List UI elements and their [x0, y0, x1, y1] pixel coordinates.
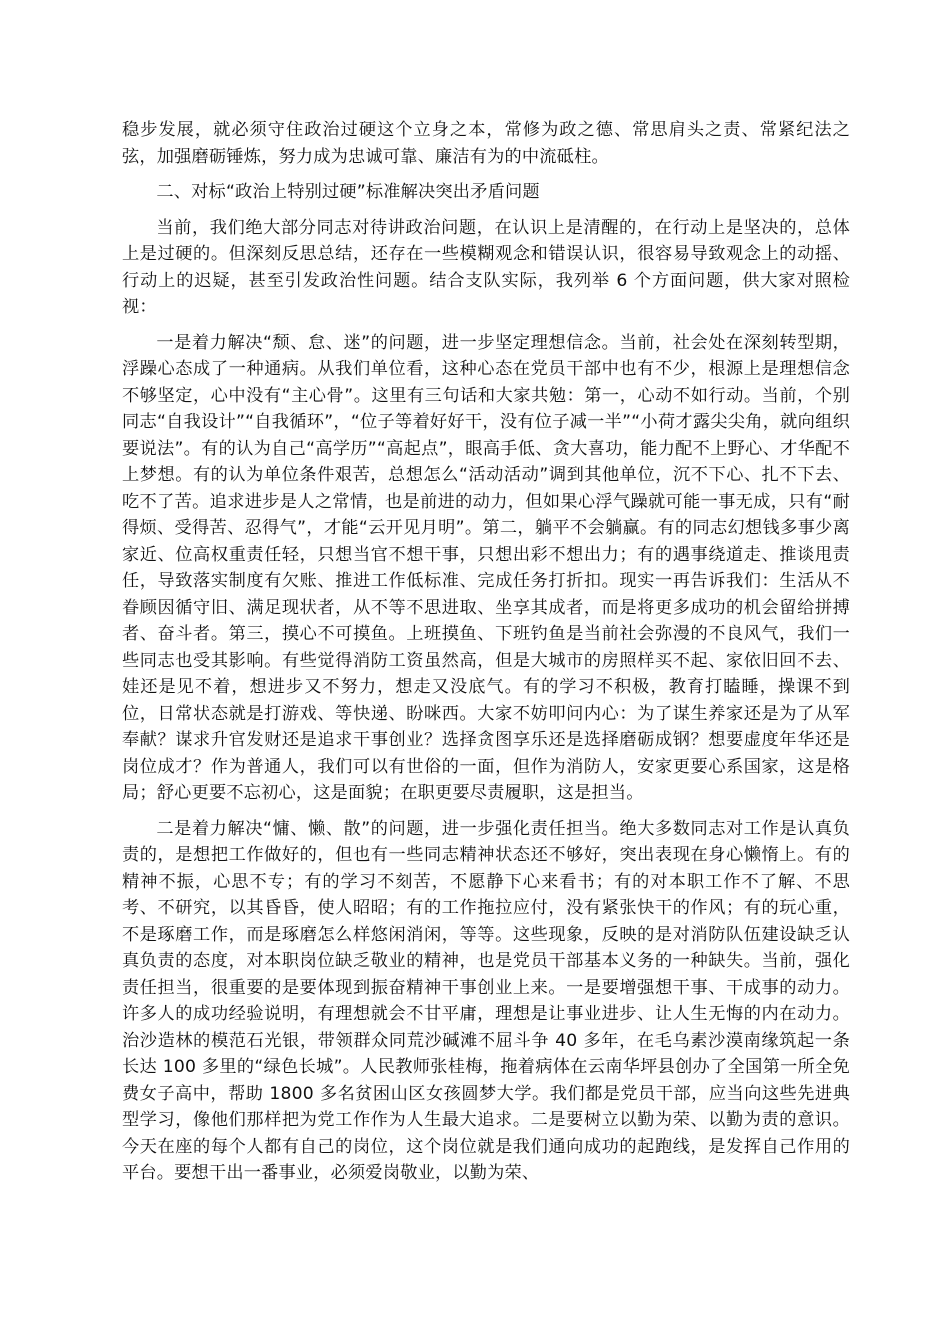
- document-body: [122, 117, 850, 1187]
- paragraph-2: 当前，我们绝大部分同志对待讲政治问题，在认识上是清醒的，在行动上是坚决的，总体上是过硬的。但深刻反思总结，还存在一些模糊观念和错误认识，很容易导致观念上的动摇、行动上的迟疑，甚至引发政治性问题。结合支队实际，我列举 6 个方面问题，供大家对照检视：: [122, 217, 850, 317]
- paragraph-3: 一是着力解决“颓、怠、迷”的问题，进一步坚定理想信念。当前，社会处在深刻转型期，浮躁心态成了一种通病。从我们单位看，这种心态在党员干部中也有不少，根源上是理想信念不够坚定，心中没有“主心骨”。这里有三句话和大家共勉：第一，心动不如行动。当前，个别同志“自我设计”“自我循环”，“位子等着好好干，没有位子减一半”“小荷才露尖尖角，就向组织要说法”。有的认为自己“高学历”“高起点”，眼高手低、贪大喜功，能力配不上野心、才华配不上梦想。有的认为单位条件艰苦，总想怎么“活动活动”调到其他单位，沉不下心、扎不下去、吃不了苦。追求进步是人之常情，也是前进的动力，但如果心浮气躁就可能一事无成，只有“耐得烦、受得苦、忍得气”，才能“云开见月明”。第二，躺平不会躺赢。有的同志幻想钱多事少离家近、位高权重责任轻，只想当官不想干事，只想出彩不想出力；有的遇事绕道走、推谈甩责任，导致落实制度有欠账、推进工作低标准、完成任务打折扣。现实一再告诉我们：生活从不眷顾因循守旧、满足现状者，从不等不思进取、坐享其成者，而是将更多成功的机会留给拼搏者、奋斗者。第三，摸心不可摸鱼。上班摸鱼、下班钓鱼是当前社会弥漫的不良风气，我们一些同志也受其影响。有些觉得消防工资虽然高，但是大城市的房照样买不起、家依旧回不去、娃还是见不着，想进步又不努力，想走又没底气。有的学习不积极，教育打瞌睡，操课不到位，日常状态就是打游戏、等快递、盼咪西。大家不妨叩问内心：为了谋生养家还是为了从军奉献？谋求升官发财还是追求干事创业？选择贪图享乐还是选择磨砺成钢？想要虚度年华还是岗位成才？作为普通人，我们可以有世俗的一面，但作为消防人，安家更要心系国家，这是格局；舒心更要不忘初心，这是面貌；在职更要尽责履职，这是担当。: [122, 332, 850, 803]
- paragraph-1: 稳步发展，就必须守住政治过硬这个立身之本，常修为政之德、常思肩头之责、常紧纪法之弦，加强磨砺锤炼，努力成为忠诚可靠、廉洁有为的中流砥柱。: [122, 120, 850, 167]
- section-heading: 二、对标“政治上特别过硬”标准解决突出矛盾问题: [156, 182, 540, 202]
- paragraph-4: 二是着力解决“慵、懒、散”的问题，进一步强化责任担当。绝大多数同志对工作是认真负责的，是想把工作做好的，但也有一些同志精神状态还不够好，突出表现在身心懒惰上。有的精神不振，心思不专；有的学习不刻苦，不愿静下心来看书；有的对本职工作不了解、不思考、不研究，以其昏昏，使人昭昭；有的工作拖拉应付，没有紧张快干的作风；有的玩心重，不是琢磨工作，而是琢磨怎么样悠闲消闲，等等。这些现象，反映的是对消防队伍建设缺乏认真负责的态度，对本职岗位缺乏敬业的精神，也是党员干部基本义务的一种缺失。当前，强化责任担当，很重要的是要体现到振奋精神干事创业上来。一是要增强想干事、干成事的动力。许多人的成功经验说明，有理想就会不甘平庸，理想是让事业进步、让人生无悔的内在动力。治沙造林的模范石光银，带领群众同荒沙碱滩不屈斗争 40 多年，在毛乌素沙漠南缘筑起一条长达 100 多里的“绿色长城”。人民教师张桂梅，拖着病体在云南华坪县创办了全国第一所全免费女子高中，帮助 1800 多名贫困山区女孩圆梦大学。我们都是党员干部，应当向这些先进典型学习，像他们那样把为党工作作为人生最大追求。二是要树立以勤为荣、以勤为责的意识。今天在座的每个人都有自己的岗位，这个岗位就是我们通向成功的起跑线，是发挥自己作用的平台。要想干出一番事业，必须爱岗敬业，以勤为荣、: [122, 818, 850, 1183]
